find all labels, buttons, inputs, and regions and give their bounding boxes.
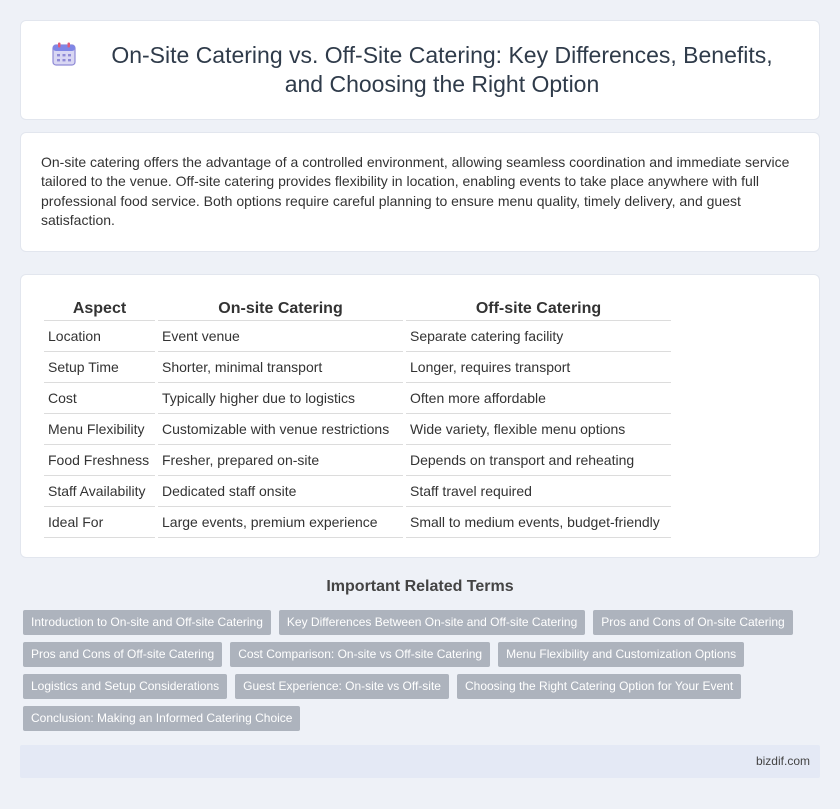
- related-term-link[interactable]: Logistics and Setup Considerations: [23, 674, 227, 699]
- table-cell: Separate catering facility: [406, 321, 671, 352]
- table-cell: Ideal For: [44, 507, 155, 538]
- related-term-link[interactable]: Pros and Cons of On-site Catering: [593, 610, 792, 635]
- related-term-link[interactable]: Menu Flexibility and Customization Options: [498, 642, 744, 667]
- related-term-link[interactable]: Cost Comparison: On-site vs Off-site Catering: [230, 642, 490, 667]
- table-row: [44, 445, 671, 476]
- column-header-on-site: On-site Catering: [158, 295, 403, 321]
- table-header-row: [44, 295, 671, 321]
- related-term-link[interactable]: Pros and Cons of Off-site Catering: [23, 642, 222, 667]
- table-cell: Menu Flexibility: [44, 414, 155, 445]
- footer-site-link[interactable]: bizdif.com: [755, 754, 810, 768]
- table-cell: Longer, requires transport: [406, 352, 671, 383]
- table-cell: Customizable with venue restrictions: [158, 414, 403, 445]
- table-cell: Staff Availability: [44, 476, 155, 507]
- title-wrap: [21, 41, 819, 99]
- intro-paragraph: On-site catering offers the advantage of a controlled environment, allowing seamless coordination and immediate service tailored to the venue. Off-site catering provides flexibility in location, enabling events to take place anywhere with full professional food service. Both options require careful planning to ensure menu quality, timely delivery, and guest satisfaction.: [41, 154, 790, 229]
- table-cell: Wide variety, flexible menu options: [406, 414, 671, 445]
- page-title: On-Site Catering vs. Off-Site Catering: Key Differences, Benefits, and Choosing the Right Option: [111, 42, 773, 97]
- table-cell: Typically higher due to logistics: [158, 383, 403, 414]
- table-cell: Setup Time: [44, 352, 155, 383]
- table-row: [44, 507, 671, 538]
- table-row: [44, 414, 671, 445]
- table-cell: Small to medium events, budget-friendly: [406, 507, 671, 538]
- table-cell: Food Freshness: [44, 445, 155, 476]
- table-cell: Location: [44, 321, 155, 352]
- table-cell: Shorter, minimal transport: [158, 352, 403, 383]
- comparison-table: [41, 295, 674, 538]
- table-cell: Depends on transport and reheating: [406, 445, 671, 476]
- table-row: [44, 383, 671, 414]
- related-terms-list: [23, 610, 813, 738]
- table-cell: Staff travel required: [406, 476, 671, 507]
- table-row: [44, 352, 671, 383]
- table-row: [44, 321, 671, 352]
- table-cell: Event venue: [158, 321, 403, 352]
- table-row: [44, 476, 671, 507]
- related-term-link[interactable]: Conclusion: Making an Informed Catering Choice: [23, 706, 300, 731]
- table-cell: Often more affordable: [406, 383, 671, 414]
- column-header-off-site: Off-site Catering: [406, 295, 671, 321]
- related-terms-heading: Important Related Terms: [326, 578, 514, 595]
- comparison-card: [20, 274, 820, 558]
- footer-bar: [20, 745, 820, 778]
- table-cell: Fresher, prepared on-site: [158, 445, 403, 476]
- calendar-icon: [51, 41, 77, 67]
- column-header-aspect: Aspect: [44, 295, 155, 321]
- title-card: [20, 20, 820, 120]
- table-cell: Large events, premium experience: [158, 507, 403, 538]
- table-cell: Cost: [44, 383, 155, 414]
- intro-card: [20, 132, 820, 252]
- table-cell: Dedicated staff onsite: [158, 476, 403, 507]
- related-term-link[interactable]: Key Differences Between On-site and Off-site Catering: [279, 610, 585, 635]
- related-term-link[interactable]: Introduction to On-site and Off-site Catering: [23, 610, 271, 635]
- related-term-link[interactable]: Choosing the Right Catering Option for Your Event: [457, 674, 741, 699]
- related-term-link[interactable]: Guest Experience: On-site vs Off-site: [235, 674, 449, 699]
